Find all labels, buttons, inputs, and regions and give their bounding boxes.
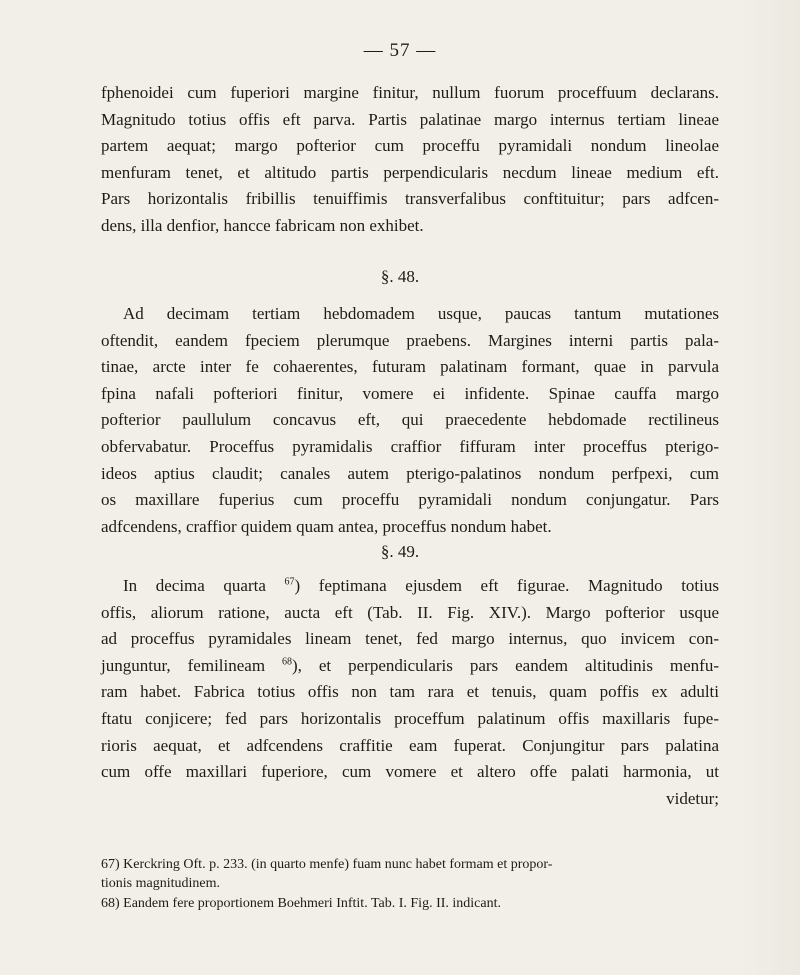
text-line: Pars horizontalis fribillis tenuiffimis transverfalibus conftituitur; pars adfcen- <box>101 189 719 209</box>
footnote-line: tionis magnitudinem. <box>101 876 220 891</box>
text-line: dens, illa denfior, hancce fabricam non exhibet. <box>101 215 424 235</box>
text-line: ad proceffus pyramidales lineam tenet, fed margo internus, quo invicem con- <box>101 629 719 649</box>
footnote-line: 67) Kerckring Oft. p. 233. (in quarto menfe) fuam nunc habet formam et propor- <box>101 857 553 872</box>
paragraph-1 <box>101 80 719 240</box>
text-line: Magnitudo totius offis eft parva. Partis palatinae margo internus tertiam lineae <box>101 109 719 129</box>
text-line: ideos aptius claudit; canales autem pterigo-palatinos nondum perfpexi, cum <box>101 463 719 483</box>
text-fragment: ) feptimana ejusdem eft figurae. Magnitudo totius <box>294 576 719 595</box>
text-line: rioris aequat, et adfcendens craffitie eam fuperat. Conjungitur pars palatina <box>101 735 719 755</box>
text-line: pofterior paullulum concavus eft, qui praecedente hebdomade rectilineus <box>101 410 719 430</box>
page-shading <box>740 0 800 975</box>
footnote-68 <box>101 894 719 913</box>
footnote-67 <box>101 855 719 893</box>
text-line: oftendit, eandem fpeciem plerumque praebens. Margines interni partis pala- <box>101 330 719 350</box>
text-fragment: ), et perpendicularis pars eandem altitudinis menfu- <box>292 655 719 675</box>
text-line: partem aequat; margo pofterior cum proceffu pyramidali nondum lineolae <box>101 136 719 156</box>
page-number: — 57 — <box>363 40 437 61</box>
footnote-ref-68: 68 <box>282 656 293 668</box>
text-line: videtur; <box>666 788 719 808</box>
text-line: obfervabatur. Proceffus pyramidalis craffior fiffuram inter proceffus pterigo- <box>101 436 719 456</box>
text-line: cum offe maxillari fuperiore, cum vomere et altero offe palati harmonia, ut <box>101 762 719 782</box>
text-line: tinae, arcte inter fe cohaerentes, futuram palatinam formant, quae in parvula <box>101 357 719 377</box>
section-heading-49: §. 49. <box>380 542 420 561</box>
text-line: menfuram tenet, et altitudo partis perpendicularis necdum lineae medium eft. <box>101 162 719 182</box>
text-line: ram habet. Fabrica totius offis non tam rara et tenuis, quam poffis ex adulti <box>101 682 719 702</box>
footnote-line: 68) Eandem fere proportionem Boehmeri Inftit. Tab. I. Fig. II. indicant. <box>101 896 501 911</box>
paragraph-3 <box>101 573 719 812</box>
text-line <box>101 573 719 600</box>
text-line: adfcendens, craffior quidem quam antea, proceffus nondum habet. <box>101 516 552 536</box>
footnote-ref-67: 67 <box>284 576 295 588</box>
text-line: offis, aliorum ratione, aucta eft (Tab. II. Fig. XIV.). Margo pofterior usque <box>101 602 719 622</box>
section-heading-48: §. 48. <box>380 267 420 286</box>
text-line: Ad decimam tertiam hebdomadem usque, paucas tantum mutationes <box>123 304 719 323</box>
text-line: os maxillare fuperius cum proceffu pyramidali nondum conjungatur. Pars <box>101 490 719 510</box>
text-fragment: In decima quarta <box>123 576 285 595</box>
text-line: ftatu conjicere; fed pars horizontalis proceffum palatinum offis maxillaris fupe- <box>101 708 719 728</box>
paragraph-2 <box>101 301 719 540</box>
text-line <box>101 653 719 680</box>
text-fragment: junguntur, femilineam <box>101 655 283 675</box>
text-line: fpina nafali pofteriori finitur, vomere ei infidente. Spinae cauffa margo <box>101 383 719 403</box>
text-line: fphenoidei cum fuperiori margine finitur, nullum fuorum proceffuum declarans. <box>101 83 719 102</box>
